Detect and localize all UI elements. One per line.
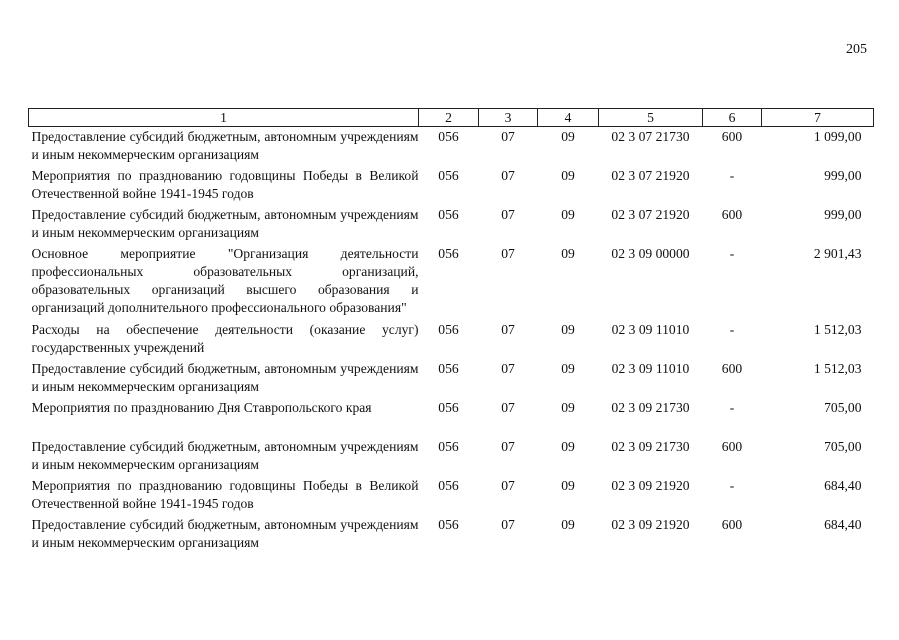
row-sum: 1 099,00 bbox=[813, 129, 862, 144]
row-csr: 02 3 09 00000 bbox=[611, 246, 690, 261]
row-ved: 056 bbox=[438, 361, 459, 376]
row-vr: 600 bbox=[721, 207, 743, 222]
row-ved: 056 bbox=[438, 129, 459, 144]
row-rz: 07 bbox=[501, 400, 515, 415]
row-rz: 07 bbox=[501, 478, 515, 493]
row-ved: 056 bbox=[438, 478, 459, 493]
header-col-3: 3 bbox=[479, 109, 538, 127]
row-pr: 09 bbox=[561, 439, 575, 454]
row-ved: 056 bbox=[438, 207, 459, 222]
row-sum: 684,40 bbox=[824, 478, 862, 493]
table-row bbox=[29, 398, 874, 437]
table-row bbox=[29, 244, 874, 320]
table-row bbox=[29, 205, 874, 244]
row-csr: 02 3 07 21920 bbox=[611, 207, 690, 222]
row-sum: 684,40 bbox=[824, 517, 862, 532]
row-csr: 02 3 07 21920 bbox=[611, 168, 690, 183]
page-number: 205 bbox=[846, 42, 867, 57]
table-row bbox=[29, 359, 874, 398]
header-col-6: 6 bbox=[703, 109, 762, 127]
budget-table bbox=[28, 108, 874, 552]
row-name: Основное мероприятие "Организация деятельности профессиональных образовательных организаций, образовательных организаций высшего образования и организаций дополнительного профессионального образования" bbox=[31, 246, 419, 315]
header-col-2: 2 bbox=[419, 109, 479, 127]
table-row bbox=[29, 320, 874, 359]
row-sum: 999,00 bbox=[824, 168, 862, 183]
row-ved: 056 bbox=[438, 322, 459, 337]
row-name: Мероприятия по празднованию Дня Ставропольского края bbox=[31, 400, 372, 415]
table-row bbox=[29, 166, 874, 205]
row-pr: 09 bbox=[561, 207, 575, 222]
row-csr: 02 3 09 11010 bbox=[611, 322, 690, 337]
row-sum: 2 901,43 bbox=[813, 246, 862, 261]
row-rz: 07 bbox=[501, 207, 515, 222]
row-sum: 1 512,03 bbox=[813, 361, 862, 376]
row-name: Предоставление субсидий бюджетным, автономным учреждениям и иным некоммерческим организациям bbox=[31, 207, 419, 240]
row-name: Предоставление субсидий бюджетным, автономным учреждениям и иным некоммерческим организациям bbox=[31, 439, 419, 472]
row-vr: - bbox=[729, 246, 735, 261]
row-rz: 07 bbox=[501, 322, 515, 337]
header-col-1: 1 bbox=[29, 109, 419, 127]
row-ved: 056 bbox=[438, 517, 459, 532]
row-ved: 056 bbox=[438, 246, 459, 261]
header-col-4: 4 bbox=[538, 109, 599, 127]
row-vr: - bbox=[729, 478, 735, 493]
row-name: Расходы на обеспечение деятельности (оказание услуг) государственных учреждений bbox=[31, 322, 419, 355]
row-sum: 999,00 bbox=[824, 207, 862, 222]
row-csr: 02 3 09 21920 bbox=[611, 517, 690, 532]
row-rz: 07 bbox=[501, 168, 515, 183]
row-rz: 07 bbox=[501, 361, 515, 376]
table-row bbox=[29, 515, 874, 552]
row-sum: 705,00 bbox=[824, 400, 862, 415]
header-col-7: 7 bbox=[762, 109, 874, 127]
row-vr: - bbox=[729, 168, 735, 183]
header-col-5: 5 bbox=[599, 109, 703, 127]
row-sum: 1 512,03 bbox=[813, 322, 862, 337]
row-ved: 056 bbox=[438, 400, 459, 415]
row-vr: 600 bbox=[721, 439, 743, 454]
row-rz: 07 bbox=[501, 517, 515, 532]
row-vr: 600 bbox=[721, 361, 743, 376]
row-rz: 07 bbox=[501, 439, 515, 454]
table-row bbox=[29, 127, 874, 167]
row-vr: - bbox=[729, 400, 735, 415]
row-csr: 02 3 09 21730 bbox=[611, 439, 690, 454]
row-sum: 705,00 bbox=[824, 439, 862, 454]
row-pr: 09 bbox=[561, 361, 575, 376]
row-name: Предоставление субсидий бюджетным, автономным учреждениям и иным некоммерческим организациям bbox=[31, 129, 419, 162]
row-pr: 09 bbox=[561, 129, 575, 144]
row-vr: 600 bbox=[721, 517, 743, 532]
row-csr: 02 3 09 11010 bbox=[611, 361, 690, 376]
row-pr: 09 bbox=[561, 246, 575, 261]
row-csr: 02 3 07 21730 bbox=[611, 129, 690, 144]
row-pr: 09 bbox=[561, 400, 575, 415]
row-vr: 600 bbox=[721, 129, 743, 144]
row-pr: 09 bbox=[561, 168, 575, 183]
row-csr: 02 3 09 21730 bbox=[611, 400, 690, 415]
row-rz: 07 bbox=[501, 129, 515, 144]
row-csr: 02 3 09 21920 bbox=[611, 478, 690, 493]
row-name: Мероприятия по празднованию годовщины Победы в Великой Отечественной войне 1941-1945 годов bbox=[31, 478, 419, 511]
table-row bbox=[29, 476, 874, 515]
row-name: Мероприятия по празднованию годовщины Победы в Великой Отечественной войне 1941-1945 годов bbox=[31, 168, 419, 201]
row-pr: 09 bbox=[561, 478, 575, 493]
table-row bbox=[29, 437, 874, 476]
row-name: Предоставление субсидий бюджетным, автономным учреждениям и иным некоммерческим организациям bbox=[31, 361, 419, 394]
row-name: Предоставление субсидий бюджетным, автономным учреждениям и иным некоммерческим организациям bbox=[31, 517, 419, 550]
row-rz: 07 bbox=[501, 246, 515, 261]
row-pr: 09 bbox=[561, 322, 575, 337]
row-ved: 056 bbox=[438, 439, 459, 454]
row-ved: 056 bbox=[438, 168, 459, 183]
row-pr: 09 bbox=[561, 517, 575, 532]
header-row bbox=[29, 109, 874, 127]
row-vr: - bbox=[729, 322, 735, 337]
